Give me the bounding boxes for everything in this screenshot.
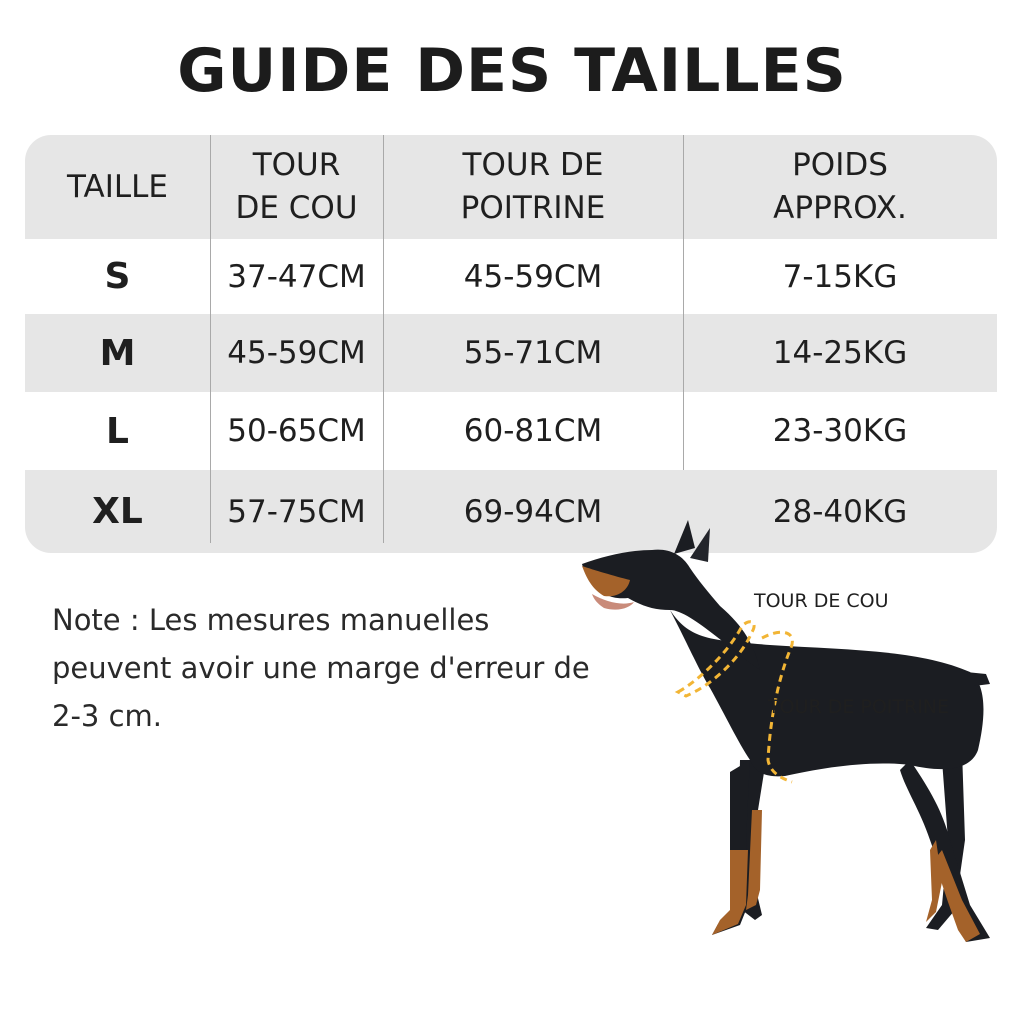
header-tour-de-cou: TOUR DE COU [235, 147, 358, 226]
weight-cell: 28-40KG [772, 493, 908, 530]
chest-cell: 45-59CM [463, 258, 603, 295]
size-cell: XL [92, 491, 143, 532]
page-title: GUIDE DES TAILLES [177, 36, 847, 106]
neck-cell: 45-59CM [227, 335, 366, 371]
neck-cell: 50-65CM [227, 413, 366, 449]
weight-cell: 14-25KG [772, 335, 908, 371]
table-row [25, 314, 997, 392]
neck-cell: 57-75CM [227, 493, 366, 530]
chest-cell: 55-71CM [463, 335, 603, 371]
size-table [25, 135, 997, 553]
header-taille: TAILLE [66, 168, 168, 205]
size-cell: S [104, 256, 131, 297]
size-cell: M [99, 332, 136, 374]
table-header-row [25, 135, 997, 239]
size-cell: L [106, 410, 129, 452]
weight-cell: 7-15KG [782, 258, 898, 295]
table-row [25, 392, 997, 470]
table-row [25, 239, 997, 314]
chest-cell: 60-81CM [463, 413, 603, 449]
column-divider [383, 135, 384, 543]
chest-measure-label: TOUR DE POITRINE [768, 696, 950, 718]
doberman-illustration [570, 510, 1024, 1010]
neck-cell: 37-47CM [227, 258, 366, 295]
header-poids: POIDS APPROX. [773, 147, 907, 226]
column-divider [210, 135, 211, 543]
column-divider [683, 135, 684, 470]
header-tour-de-poitrine: TOUR DE POITRINE [460, 147, 606, 226]
weight-cell: 23-30KG [772, 413, 908, 449]
measurement-note: Note : Les mesures manuelles peuvent avoir une marge d'erreur de 2-3 cm. [52, 603, 590, 733]
neck-measure-label: TOUR DE COU [754, 590, 889, 612]
chest-cell: 69-94CM [463, 493, 603, 530]
